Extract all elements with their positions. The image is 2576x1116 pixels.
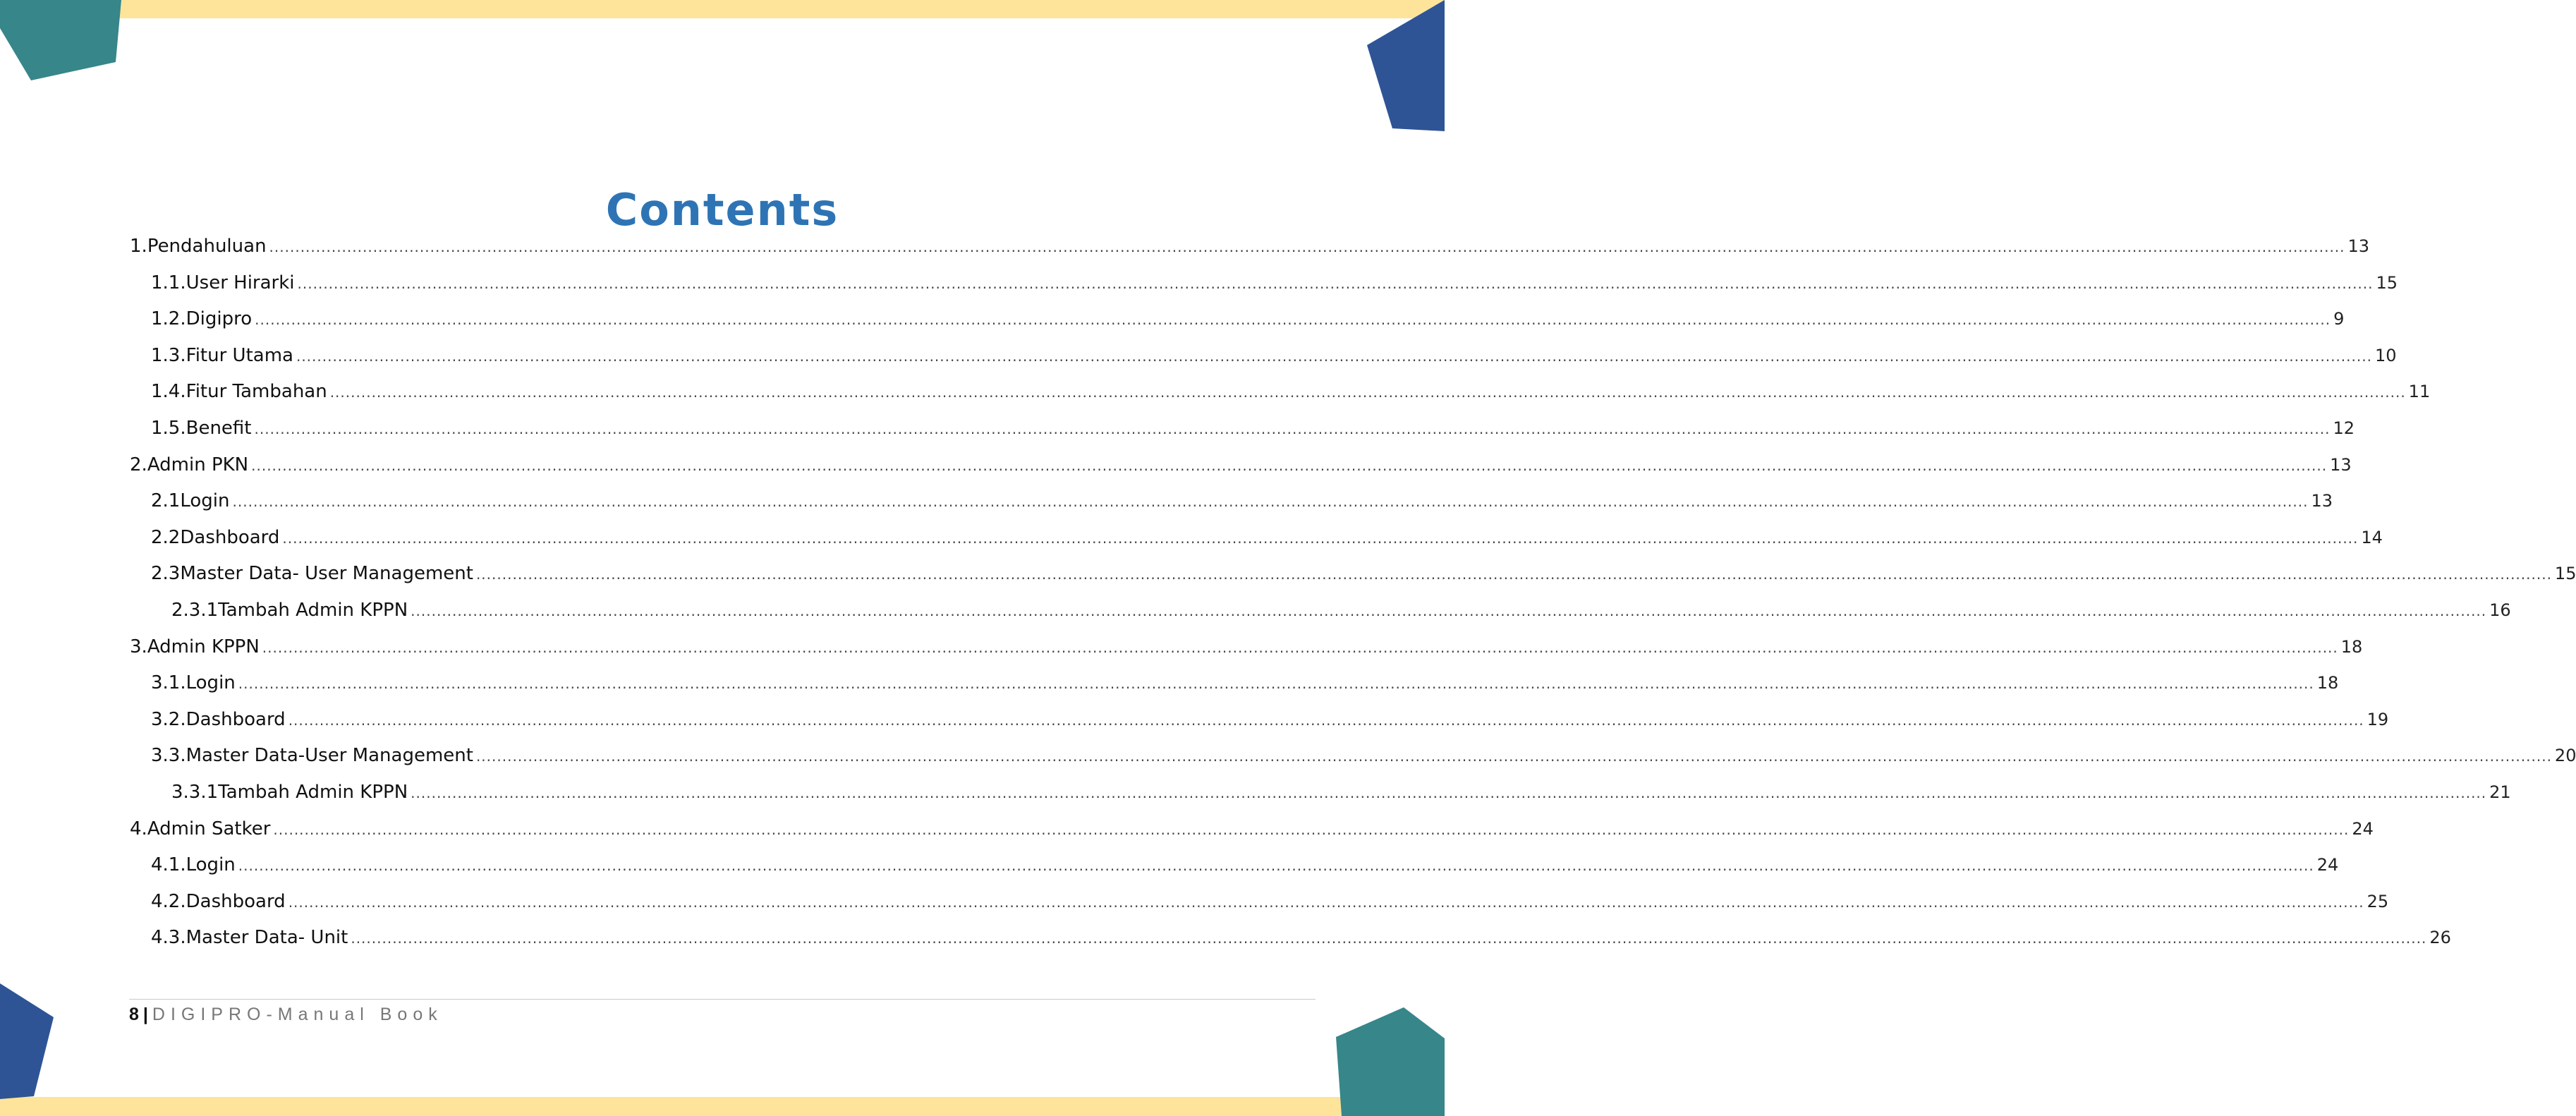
toc-entry-label: Master Data-User Management (186, 745, 473, 767)
toc-entry[interactable] (151, 272, 2398, 309)
toc-entry-number: 3.1. (151, 672, 186, 694)
toc-entry-label: Tambah Admin KPPN (218, 600, 408, 621)
toc-entry-number: 3.2. (151, 708, 186, 730)
toc-entry-number: 3.3.1 (171, 782, 219, 803)
toc-entry[interactable] (151, 708, 2389, 746)
toc-dot-leader: ................................................................................................................................................................................................................................................................................................................................................................................................................ (232, 493, 2309, 511)
toc-entry-page: 15 (2376, 272, 2398, 293)
toc-entry-number: 1.2. (151, 308, 186, 330)
toc-entry[interactable] (151, 344, 2397, 382)
bottom-right-teal-shape (1336, 1006, 1445, 1116)
bottom-yellow-band (0, 1097, 1445, 1116)
toc-entry[interactable] (151, 890, 2389, 928)
toc-entry-number: 2.3.1 (171, 600, 219, 621)
toc-entry-page: 18 (2340, 636, 2363, 657)
toc-entry-page: 18 (2316, 673, 2339, 693)
toc-entry-label: Fitur Tambahan (186, 381, 327, 403)
top-left-teal-shape (0, 0, 127, 85)
toc-entry-page: 21 (2489, 782, 2511, 802)
toc-entry-page: 15 (2554, 564, 2576, 584)
page-footer (129, 1005, 443, 1025)
toc-dot-leader: ................................................................................................................................................................................................................................................................................................................................................................................................................ (288, 711, 2364, 729)
toc-entry-page: 9 (2333, 309, 2345, 329)
footer-divider (129, 999, 1316, 1000)
toc-dot-leader: ................................................................................................................................................................................................................................................................................................................................................................................................................ (238, 675, 2314, 693)
toc-dot-leader: ................................................................................................................................................................................................................................................................................................................................................................................................................ (255, 311, 2331, 329)
toc-dot-leader: ................................................................................................................................................................................................................................................................................................................................................................................................................ (329, 384, 2406, 401)
toc-entry-label: Dashboard (186, 890, 286, 912)
toc-entry-page: 20 (2554, 746, 2576, 766)
toc-entry-page: 19 (2367, 709, 2389, 729)
toc-entry-page: 24 (2316, 855, 2339, 875)
toc-dot-leader: ................................................................................................................................................................................................................................................................................................................................................................................................................ (475, 566, 2552, 583)
footer-separator: | (142, 1005, 148, 1024)
toc-entry[interactable] (171, 782, 2511, 818)
toc-entry-page: 12 (2333, 418, 2355, 438)
toc-entry-label: Tambah Admin KPPN (218, 782, 408, 803)
top-yellow-band (0, 0, 1445, 18)
toc-entry[interactable] (151, 381, 2431, 418)
toc-dot-leader: ................................................................................................................................................................................................................................................................................................................................................................................................................ (411, 602, 2487, 619)
toc-entry-page: 24 (2352, 818, 2374, 839)
toc-dot-leader: ................................................................................................................................................................................................................................................................................................................................................................................................................ (262, 638, 2338, 656)
toc-dot-leader: ................................................................................................................................................................................................................................................................................................................................................................................................................ (296, 347, 2372, 365)
toc-entry-number: 4.3. (151, 927, 186, 949)
toc-dot-leader: ................................................................................................................................................................................................................................................................................................................................................................................................................ (251, 456, 2328, 474)
toc-entry-label: Master Data- User Management (180, 563, 473, 585)
toc-entry-label: Admin KPPN (147, 636, 260, 657)
footer-book-title: DIGIPRO-Manual Book (152, 1005, 443, 1024)
toc-entry-label: Digipro (186, 308, 253, 330)
toc-entry[interactable] (151, 308, 2345, 345)
toc-entry-number: 2.2 (151, 526, 181, 548)
toc-entry-label: Admin Satker (147, 818, 271, 839)
toc-entry-page: 16 (2489, 600, 2511, 620)
toc-entry-number: 4.2. (151, 890, 186, 912)
toc-entry-number: 2.3 (151, 563, 181, 585)
toc-dot-leader: ................................................................................................................................................................................................................................................................................................................................................................................................................ (282, 529, 2359, 547)
toc-entry-label: User Hirarki (186, 272, 295, 293)
toc-entry-number: 4. (130, 818, 147, 839)
toc-entry-page: 13 (2330, 454, 2352, 475)
toc-entry[interactable] (151, 745, 2576, 782)
toc-entry-page: 14 (2361, 527, 2383, 547)
toc-entry[interactable] (151, 563, 2576, 600)
toc-entry-page: 13 (2347, 236, 2370, 256)
toc-entry-number: 4.1. (151, 854, 186, 876)
toc-entry-number: 1.1. (151, 272, 186, 293)
toc-dot-leader: ................................................................................................................................................................................................................................................................................................................................................................................................................ (411, 784, 2487, 801)
toc-entry-number: 1. (130, 236, 147, 257)
toc-entry-number: 1.5. (151, 418, 186, 439)
toc-entry-page: 13 (2311, 491, 2333, 511)
toc-entry-label: Dashboard (186, 708, 286, 730)
toc-entry[interactable] (151, 526, 2383, 564)
toc-entry-label: Pendahuluan (147, 236, 267, 257)
toc-entry-number: 1.3. (151, 344, 186, 366)
toc-entry-label: Fitur Utama (186, 344, 293, 366)
toc-dot-leader: ................................................................................................................................................................................................................................................................................................................................................................................................................ (269, 238, 2345, 255)
toc-dot-leader: ................................................................................................................................................................................................................................................................................................................................................................................................................ (273, 820, 2350, 838)
toc-entry[interactable] (130, 818, 2374, 855)
toc-entry[interactable] (130, 636, 2363, 673)
toc-entry-page: 25 (2367, 891, 2389, 911)
top-right-blue-shape (1367, 0, 1445, 134)
toc-entry-label: Admin PKN (147, 454, 249, 475)
toc-entry-number: 3.3. (151, 745, 186, 767)
toc-entry[interactable] (151, 854, 2339, 891)
toc-entry-label: Login (180, 490, 230, 512)
toc-entry[interactable] (171, 600, 2511, 636)
toc-entry-number: 1.4. (151, 381, 186, 403)
toc-entry-label: Login (186, 672, 236, 694)
toc-entry[interactable] (151, 927, 2451, 964)
toc-entry-page: 26 (2429, 928, 2451, 948)
toc-entry-label: Master Data- Unit (186, 927, 348, 949)
toc-dot-leader: ................................................................................................................................................................................................................................................................................................................................................................................................................ (351, 930, 2427, 947)
toc-entry[interactable] (151, 490, 2333, 527)
toc-dot-leader: ................................................................................................................................................................................................................................................................................................................................................................................................................ (288, 893, 2364, 911)
toc-entry[interactable] (151, 418, 2355, 454)
toc-entry-label: Dashboard (180, 526, 280, 548)
toc-entry-page: 10 (2374, 345, 2397, 365)
toc-dot-leader: ................................................................................................................................................................................................................................................................................................................................................................................................................ (254, 420, 2331, 437)
bottom-left-blue-shape (0, 983, 56, 1103)
toc-entry[interactable] (130, 236, 2370, 272)
toc-entry[interactable] (151, 672, 2339, 709)
toc-entry-label: Login (186, 854, 236, 876)
toc-entry-number: 2. (130, 454, 147, 475)
toc-entry-number: 2.1 (151, 490, 181, 512)
toc-dot-leader: ................................................................................................................................................................................................................................................................................................................................................................................................................ (238, 857, 2314, 875)
toc-entry-page: 11 (2408, 382, 2431, 402)
footer-page-number: 8 (129, 1005, 139, 1024)
toc-dot-leader: ................................................................................................................................................................................................................................................................................................................................................................................................................ (475, 748, 2552, 765)
toc-entry-label: Benefit (186, 418, 252, 439)
toc-entry[interactable] (130, 454, 2352, 491)
toc-dot-leader: ................................................................................................................................................................................................................................................................................................................................................................................................................ (297, 274, 2374, 292)
toc-entry-number: 3. (130, 636, 147, 657)
page-title: Contents (605, 184, 839, 236)
